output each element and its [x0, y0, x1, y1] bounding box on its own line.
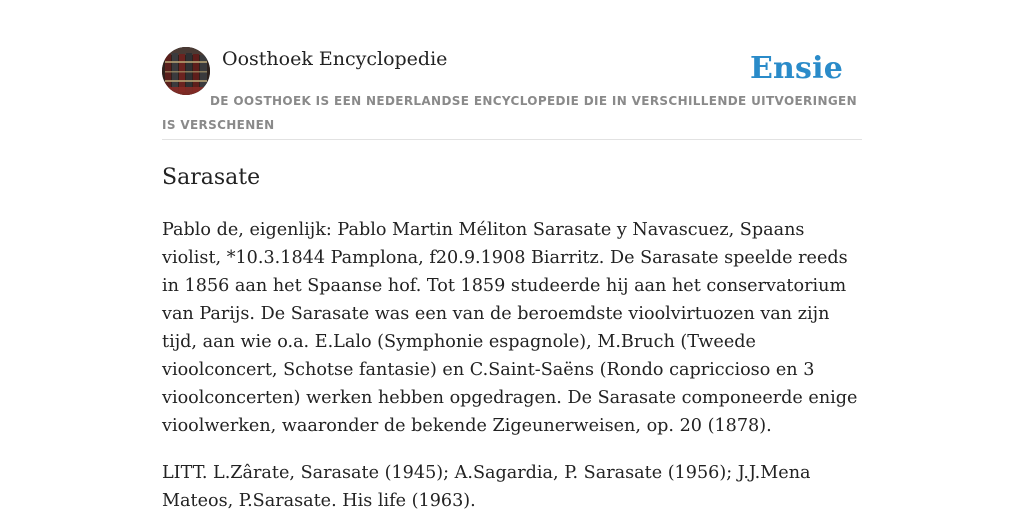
book-spines-icon[interactable]: [162, 47, 210, 95]
article: [162, 162, 868, 512]
site-tagline: DE OOSTHOEK IS EEN NEDERLANDSE ENCYCLOPEDIE DIE IN VERSCHILLENDE UITVOERINGEN IS VERSCHENEN: [162, 94, 858, 132]
ensie-logo[interactable]: Ensie: [749, 51, 843, 86]
article-body: Pablo de, eigenlijk: Pablo Martin Méliton Sarasate y Navascuez, Spaans violist, *10.3.1844 Pamplona, f20.9.1908 Biarritz. De Sarasate speelde reeds in 1856 aan het Spaanse hof. Tot 1859 studeerde hij aan het conservatorium van Parijs. De Sarasate was een van de beroemdste vioolvirtuozen van zijn tijd, aan wie o.a. E.Lalo (Symphonie espagnole), M.Bruch (Tweede vioolconcert, Schotse fantasie) en C.Saint-Saëns (Rondo capriccioso en 3 vioolconcerten) werken hebben opgedragen. De Sarasate componeerde enige vioolwerken, waaronder de bekende Zigeunerweisen, op. 20 (1878).: [162, 220, 858, 436]
site-header: [162, 46, 862, 140]
site-title[interactable]: Oosthoek Encyclopedie: [222, 48, 448, 70]
article-title: Sarasate: [162, 165, 261, 190]
article-literature: LITT. L.Zârate, Sarasate (1945); A.Sagardia, P. Sarasate (1956); J.J.Mena Mateos, P.Sarasate. His life (1963).: [162, 463, 811, 511]
